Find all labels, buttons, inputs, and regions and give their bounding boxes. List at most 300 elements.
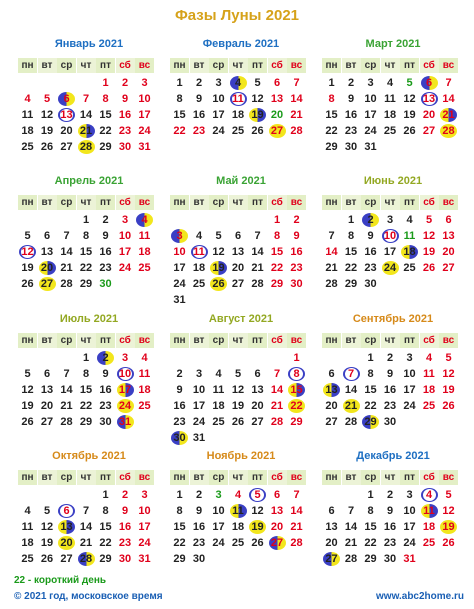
weekday-label: сб <box>268 58 287 73</box>
month-block <box>320 450 466 580</box>
weekday-label: вс <box>287 470 306 485</box>
calendar-day: 9 <box>195 505 203 517</box>
calendar-day: 7 <box>273 368 281 380</box>
calendar-day: 26 <box>442 400 455 412</box>
calendar-day: 1 <box>367 352 374 364</box>
calendar-day: 3 <box>141 77 148 89</box>
page-title: Фазы Луны 2021 <box>174 7 300 24</box>
new-moon-day: 5 <box>248 487 267 503</box>
calendar-day: 2 <box>121 77 129 89</box>
calendar-day: 23 <box>118 537 132 549</box>
calendar-day: 25 <box>383 125 397 137</box>
calendar-day: 12 <box>403 93 416 105</box>
full-moon-day: 22 <box>287 398 306 414</box>
calendar-day: 2 <box>386 489 394 501</box>
calendar-day: 28 <box>251 278 264 290</box>
weekday-header <box>320 470 466 485</box>
weekday-label: пт <box>96 470 115 485</box>
calendar-day: 6 <box>328 368 335 380</box>
calendar-day: 16 <box>118 521 132 533</box>
calendar-day: 19 <box>403 109 416 121</box>
full-moon-day: 20 <box>57 535 76 551</box>
calendar-day: 18 <box>192 262 206 274</box>
calendar-day: 8 <box>102 93 109 105</box>
calendar-day: 16 <box>344 109 358 121</box>
calendar-day: 23 <box>383 400 397 412</box>
calendar-day: 10 <box>212 505 225 517</box>
weekday-label: вс <box>135 195 154 210</box>
last-quarter-day: 30 <box>170 430 189 446</box>
weekday-label: пт <box>248 333 267 348</box>
calendar-day: 18 <box>231 109 245 121</box>
calendar-day: 5 <box>24 230 31 242</box>
calendar-day: 5 <box>445 489 452 501</box>
calendar-day: 26 <box>21 416 34 428</box>
calendar-day: 14 <box>290 505 303 517</box>
calendar-day: 22 <box>99 537 112 549</box>
calendar-day: 10 <box>173 246 186 258</box>
calendar-day: 24 <box>138 537 151 549</box>
weekday-label: сб <box>116 470 135 485</box>
calendar-day: 6 <box>43 230 51 242</box>
weekday-label: пт <box>248 195 267 210</box>
calendar-day: 27 <box>442 262 455 274</box>
calendar-day: 1 <box>176 77 183 89</box>
calendar-day: 5 <box>215 230 222 242</box>
month-title: Февраль 2021 <box>202 38 280 50</box>
calendar-day: 4 <box>215 368 222 380</box>
calendar-day: 7 <box>328 230 335 242</box>
calendar-day: 7 <box>293 489 300 501</box>
calendar-day: 21 <box>60 262 73 274</box>
first-quarter-day: 20 <box>38 260 57 276</box>
calendar-day: 22 <box>325 125 338 137</box>
calendar-day: 30 <box>290 278 303 290</box>
calendar-day: 3 <box>141 489 148 501</box>
calendar-day: 18 <box>422 521 436 533</box>
new-moon-day: 11 <box>229 91 248 107</box>
last-quarter-day: 29 <box>361 414 380 430</box>
calendar-day: 1 <box>82 352 90 364</box>
weekday-label: сб <box>116 333 135 348</box>
full-moon-day: 21 <box>342 398 361 414</box>
calendar-day: 6 <box>328 505 335 517</box>
weekday-label: ср <box>209 58 228 73</box>
copyright-text: © 2021 год, московское время <box>14 591 163 602</box>
weekday-label: чт <box>229 195 248 210</box>
calendar-day: 24 <box>118 262 132 274</box>
calendar-day: 8 <box>102 505 109 517</box>
calendar-day: 26 <box>40 141 54 153</box>
weekday-header <box>320 58 466 73</box>
calendar-day: 7 <box>445 77 452 89</box>
calendar-day: 20 <box>270 109 284 121</box>
calendar-day: 19 <box>21 400 34 412</box>
calendar-day: 15 <box>173 521 186 533</box>
calendar-day: 14 <box>325 246 338 258</box>
weekday-label: ср <box>361 333 380 348</box>
weekday-label: вт <box>190 58 209 73</box>
calendar-day: 23 <box>99 262 112 274</box>
calendar-day: 6 <box>445 214 452 226</box>
calendar-day: 8 <box>82 368 90 380</box>
weekday-header <box>168 470 314 485</box>
calendar-day: 26 <box>40 553 54 565</box>
calendar-day: 18 <box>138 384 151 396</box>
calendar-day: 14 <box>290 93 303 105</box>
new-moon-day: 11 <box>190 244 209 260</box>
month-title: Май 2021 <box>216 175 266 187</box>
new-moon-day: 13 <box>420 91 439 107</box>
month-title: Июль 2021 <box>59 313 119 325</box>
full-moon-day: 24 <box>116 398 135 414</box>
calendar-day: 21 <box>79 537 93 549</box>
weekday-label: пн <box>170 333 189 348</box>
last-quarter-day: 2 <box>96 350 115 366</box>
calendar-day: 25 <box>21 553 34 565</box>
calendar-day: 13 <box>231 246 245 258</box>
weekday-label: пн <box>170 470 189 485</box>
calendar-day: 6 <box>43 368 51 380</box>
calendar-day: 19 <box>21 262 34 274</box>
calendar-day: 23 <box>99 400 112 412</box>
weekday-header <box>16 195 162 210</box>
calendar-day: 20 <box>40 400 54 412</box>
calendar-day: 9 <box>121 93 129 105</box>
calendar-day: 18 <box>231 521 245 533</box>
calendar-day: 31 <box>138 141 151 153</box>
calendar-day: 12 <box>251 93 264 105</box>
first-quarter-day: 21 <box>77 123 96 139</box>
weekday-label: вт <box>38 333 57 348</box>
calendar-day: 17 <box>118 246 132 258</box>
calendar-day: 9 <box>176 384 183 396</box>
calendar-day: 10 <box>118 230 132 242</box>
calendar-day: 23 <box>192 125 206 137</box>
weekday-header <box>16 58 162 73</box>
calendar-day: 16 <box>118 109 132 121</box>
calendar-day: 28 <box>60 278 73 290</box>
calendar-day: 2 <box>121 489 129 501</box>
first-quarter-day: 21 <box>439 107 458 123</box>
calendar-day: 3 <box>195 368 203 380</box>
calendar-day: 13 <box>442 230 455 242</box>
full-moon-day: 28 <box>439 123 458 139</box>
calendar-day: 24 <box>364 125 377 137</box>
weekday-header <box>168 333 314 348</box>
calendar-day: 15 <box>79 246 93 258</box>
calendar-day: 22 <box>364 400 377 412</box>
weekday-label: ср <box>209 195 228 210</box>
last-quarter-day: 27 <box>268 535 287 551</box>
calendar-day: 5 <box>425 214 433 226</box>
calendar-day: 22 <box>99 125 112 137</box>
calendar-day: 11 <box>138 368 151 380</box>
site-link[interactable]: www.abc2home.ru <box>376 591 464 602</box>
calendar-day: 1 <box>82 214 90 226</box>
weekday-label: пт <box>400 195 419 210</box>
month-block <box>16 313 162 443</box>
month-block <box>320 175 466 305</box>
month-title: Июнь 2021 <box>363 175 423 187</box>
calendar-day: 16 <box>290 246 303 258</box>
calendar-day: 25 <box>21 141 34 153</box>
calendar-day: 26 <box>442 537 455 549</box>
calendar-day: 31 <box>138 553 151 565</box>
calendar-day: 15 <box>99 109 112 121</box>
calendar-day: 22 <box>270 262 284 274</box>
calendar-day: 29 <box>99 141 112 153</box>
calendar-day: 2 <box>386 352 394 364</box>
calendar-day: 16 <box>383 521 397 533</box>
calendar-day: 15 <box>99 521 112 533</box>
weekday-label: пт <box>96 195 115 210</box>
calendar-day: 31 <box>403 553 416 565</box>
calendar-day: 13 <box>40 384 54 396</box>
calendar-day: 18 <box>21 537 34 549</box>
month-block <box>168 450 314 580</box>
calendar-day: 28 <box>270 416 284 428</box>
calendar-day: 1 <box>328 77 335 89</box>
first-quarter-day: 13 <box>322 382 341 398</box>
weekday-label: ср <box>209 333 228 348</box>
full-moon-day: 28 <box>77 139 96 155</box>
calendar-day: 12 <box>231 384 245 396</box>
calendar-day: 10 <box>138 505 151 517</box>
calendar-day: 8 <box>273 230 281 242</box>
calendar-day: 28 <box>344 416 358 428</box>
calendar-day: 29 <box>79 416 93 428</box>
calendar-day: 17 <box>138 521 151 533</box>
calendar-day: 26 <box>21 278 34 290</box>
weekday-label: вт <box>38 195 57 210</box>
calendar-day: 27 <box>60 141 73 153</box>
calendar-day: 9 <box>121 505 129 517</box>
weekday-label: ср <box>57 195 76 210</box>
calendar-day: 24 <box>173 278 186 290</box>
last-quarter-day: 6 <box>420 75 439 91</box>
weekday-label: ср <box>57 58 76 73</box>
calendar-day: 29 <box>344 278 358 290</box>
calendar-day: 14 <box>60 246 73 258</box>
weekday-header <box>320 195 466 210</box>
month-block <box>320 38 466 168</box>
calendar-day: 23 <box>173 416 186 428</box>
calendar-day: 8 <box>176 93 183 105</box>
calendar-day: 23 <box>364 262 377 274</box>
weekday-label: вс <box>439 58 458 73</box>
weekday-label: сб <box>268 470 287 485</box>
weekday-label: пн <box>18 58 37 73</box>
calendar-day: 3 <box>406 489 413 501</box>
calendar-day: 18 <box>21 125 34 137</box>
calendar-day: 23 <box>344 125 358 137</box>
calendar-day: 7 <box>254 230 261 242</box>
calendar-day: 9 <box>386 368 394 380</box>
month-title: Апрель 2021 <box>54 175 124 187</box>
calendar-day: 24 <box>192 416 206 428</box>
calendar-day: 25 <box>192 278 206 290</box>
weekday-label: пн <box>18 195 37 210</box>
calendar-day: 20 <box>270 521 284 533</box>
calendar-day: 25 <box>422 400 436 412</box>
calendar-day: 8 <box>367 368 374 380</box>
calendar-day: 26 <box>231 416 245 428</box>
calendar-day: 14 <box>344 521 358 533</box>
calendar-day: 16 <box>173 400 186 412</box>
calendar-day: 23 <box>118 125 132 137</box>
calendar-day: 14 <box>251 246 264 258</box>
calendar-day: 2 <box>176 368 183 380</box>
calendar-day: 8 <box>176 505 183 517</box>
calendar-day: 21 <box>290 109 303 121</box>
calendar-day: 15 <box>344 246 358 258</box>
calendar-day: 22 <box>173 125 186 137</box>
calendar-day: 22 <box>344 262 358 274</box>
first-quarter-day: 18 <box>400 244 419 260</box>
month-block <box>16 38 162 168</box>
calendar-day: 4 <box>406 214 413 226</box>
weekday-label: чт <box>77 470 96 485</box>
calendar-day: 25 <box>138 262 151 274</box>
last-quarter-day: 27 <box>322 551 341 567</box>
calendar-day: 24 <box>212 537 225 549</box>
calendar-day: 4 <box>386 77 394 89</box>
weekday-label: сб <box>420 195 439 210</box>
calendar-day: 9 <box>102 230 109 242</box>
calendar-day: 17 <box>212 521 225 533</box>
calendar-day: 7 <box>293 77 300 89</box>
last-quarter-day: 28 <box>77 551 96 567</box>
calendar-day: 20 <box>442 246 455 258</box>
calendar-day: 25 <box>212 416 225 428</box>
weekday-label: чт <box>77 195 96 210</box>
calendar-day: 31 <box>192 432 206 444</box>
calendar-day: 17 <box>138 109 151 121</box>
calendar-day: 26 <box>403 125 416 137</box>
weekday-label: пн <box>170 58 189 73</box>
calendar-day: 3 <box>406 352 413 364</box>
calendar-day: 21 <box>290 521 303 533</box>
calendar-day: 1 <box>273 214 281 226</box>
calendar-day: 9 <box>102 368 109 380</box>
weekday-label: вт <box>342 333 361 348</box>
last-quarter-day: 4 <box>135 212 154 228</box>
calendar-day: 29 <box>325 141 338 153</box>
calendar-day: 20 <box>325 400 338 412</box>
calendar-day: 29 <box>79 278 93 290</box>
calendar-day: 23 <box>192 537 206 549</box>
calendar-day: 17 <box>403 384 416 396</box>
calendar-day: 16 <box>192 109 206 121</box>
calendar-day: 27 <box>40 416 54 428</box>
calendar-day: 11 <box>403 230 416 242</box>
calendar-day: 12 <box>40 109 54 121</box>
first-quarter-day: 19 <box>209 260 228 276</box>
weekday-label: пн <box>322 195 341 210</box>
weekday-label: пт <box>248 470 267 485</box>
calendar-day: 11 <box>21 109 34 121</box>
weekday-label: чт <box>229 470 248 485</box>
weekday-label: сб <box>268 333 287 348</box>
calendar-day: 9 <box>367 230 374 242</box>
calendar-day: 26 <box>251 125 264 137</box>
weekday-label: вт <box>38 58 57 73</box>
weekday-label: вс <box>135 470 154 485</box>
calendar-day: 3 <box>367 77 374 89</box>
month-title: Август 2021 <box>208 313 274 325</box>
calendar-day: 12 <box>21 384 34 396</box>
calendar-day: 15 <box>364 521 377 533</box>
new-moon-day: 10 <box>381 228 400 244</box>
calendar-day: 17 <box>364 109 377 121</box>
weekday-label: сб <box>116 195 135 210</box>
calendar-day: 27 <box>325 416 338 428</box>
weekday-header <box>16 333 162 348</box>
calendar-day: 2 <box>293 214 300 226</box>
first-quarter-day: 11 <box>420 503 439 519</box>
month-block <box>320 313 466 443</box>
calendar-day: 17 <box>403 521 416 533</box>
weekday-label: вс <box>287 333 306 348</box>
calendar-day: 24 <box>212 125 225 137</box>
weekday-label: сб <box>420 333 439 348</box>
weekday-label: вс <box>439 195 458 210</box>
new-moon-day: 8 <box>287 366 306 382</box>
calendar-day: 10 <box>403 505 416 517</box>
calendar-day: 16 <box>99 246 112 258</box>
calendar-day: 5 <box>43 93 51 105</box>
calendar-day: 1 <box>102 77 109 89</box>
calendar-day: 8 <box>347 230 355 242</box>
calendar-day: 15 <box>173 109 186 121</box>
month-title: Сентябрь 2021 <box>352 313 434 325</box>
weekday-header <box>168 58 314 73</box>
weekday-label: чт <box>77 58 96 73</box>
calendar-day: 7 <box>82 93 90 105</box>
calendar-day: 10 <box>192 384 206 396</box>
calendar-day: 14 <box>270 384 284 396</box>
calendar-day: 8 <box>328 93 335 105</box>
calendar-day: 1 <box>102 489 109 501</box>
calendar-day: 5 <box>406 77 413 89</box>
calendar-day: 28 <box>325 278 338 290</box>
calendar-day: 21 <box>60 400 73 412</box>
calendar-day: 18 <box>422 384 436 396</box>
calendar-day: 29 <box>270 278 284 290</box>
calendar-day: 25 <box>403 262 416 274</box>
first-quarter-day: 13 <box>57 519 76 535</box>
calendar-day: 11 <box>21 521 34 533</box>
calendar-day: 16 <box>364 246 377 258</box>
calendar-day: 9 <box>386 505 394 517</box>
calendar-day: 10 <box>138 93 151 105</box>
last-quarter-day: 2 <box>361 212 380 228</box>
calendar-day: 6 <box>273 489 281 501</box>
weekday-label: вс <box>135 58 154 73</box>
weekday-label: пт <box>400 333 419 348</box>
new-moon-day: 12 <box>18 244 37 260</box>
weekday-label: вт <box>342 470 361 485</box>
calendar-day: 30 <box>383 416 397 428</box>
calendar-day: 28 <box>290 125 303 137</box>
new-moon-day: 4 <box>420 487 439 503</box>
calendar-day: 24 <box>138 125 151 137</box>
calendar-day: 19 <box>40 125 54 137</box>
weekday-label: пт <box>400 470 419 485</box>
calendar-day: 27 <box>251 416 264 428</box>
calendar-day: 10 <box>403 368 416 380</box>
